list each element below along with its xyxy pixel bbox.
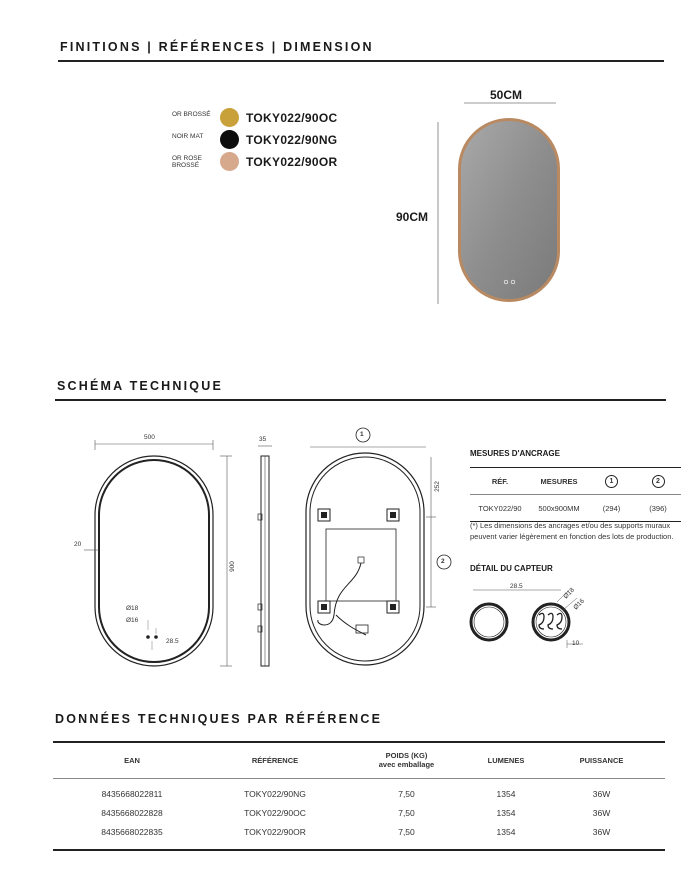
sensor-d18-label: Ø18: [126, 605, 139, 612]
finish-item-or-rose: [172, 152, 352, 174]
schema-section-title: SCHÉMA TECHNIQUE: [57, 379, 223, 393]
cell-ean: 8435668022835: [101, 826, 163, 837]
finishes-section-title: FINITIONS | RÉFÉRENCES | DIMENSION: [60, 40, 374, 54]
cell-weight: 7,50: [398, 826, 415, 837]
cell-weight: 7,50: [398, 807, 415, 818]
technical-data-table: [53, 741, 665, 851]
cell-ref: TOKY022/90NG: [244, 788, 306, 799]
divider: [58, 60, 664, 62]
swatch-black: [220, 130, 239, 149]
back-top-offset-label: 252: [433, 481, 441, 492]
height-dimension-label: 90CM: [396, 210, 429, 224]
finish-label: NOIR MAT: [172, 133, 204, 140]
sensor-title: DÉTAIL DU CAPTEUR: [470, 564, 553, 573]
anchor-header-ref: RÉF.: [491, 476, 509, 486]
header-weight: [339, 742, 474, 778]
sensor-offset-label: 28.5: [166, 638, 179, 645]
front-width-label: 500: [144, 434, 155, 441]
cell-power: 36W: [592, 807, 611, 818]
header-weight-line1: POIDS (KG): [385, 751, 428, 761]
sensor-10-label: 10: [572, 640, 580, 647]
sensor-width-label: 28.5: [510, 583, 523, 590]
cell-lumens: 1354: [496, 807, 516, 818]
data-section-title: DONNÉES TECHNIQUES PAR RÉFÉRENCE: [55, 712, 383, 726]
table-row: [53, 803, 665, 823]
finish-ref: TOKY022/90NG: [246, 133, 338, 147]
mirror-product-illustration: [430, 98, 570, 308]
header-reference: RÉFÉRENCE: [251, 755, 299, 765]
anchor-table-header: [470, 468, 681, 495]
anchor-table-row: [470, 495, 681, 522]
cell-ref: TOKY022/90OC: [244, 807, 306, 818]
side-view-drawing: [250, 440, 280, 670]
finish-item-or-brosse: [172, 108, 352, 130]
header-ean: EAN: [124, 755, 140, 765]
anchor-row-v1: (294): [602, 503, 621, 513]
front-border-label: 20: [74, 541, 82, 548]
anchor-row-v2: (396): [649, 503, 667, 513]
table-row: [53, 778, 665, 803]
anchor-header-c2: 2: [652, 475, 665, 488]
header-lumens: LUMENES: [487, 755, 525, 765]
divider: [55, 399, 666, 401]
back-marker-1: 1: [360, 431, 364, 438]
cell-ean: 8435668022828: [101, 807, 163, 818]
cell-lumens: 1354: [496, 788, 516, 799]
header-weight-line2: avec emballage: [378, 760, 435, 770]
back-marker-2: 2: [441, 558, 445, 565]
anchor-note: (*) Les dimensions des ancrages et/ou des supports muraux peuvent varier légèrement en fonction des lots de production.: [470, 521, 674, 541]
back-view-drawing: [296, 425, 456, 675]
anchor-header-c1: 1: [605, 475, 618, 488]
width-dimension-label: 50CM: [490, 88, 523, 102]
finish-item-noir-mat: [172, 130, 352, 152]
front-height-label: 900: [228, 561, 236, 572]
sensor-d16-label: Ø16: [572, 597, 586, 612]
anchor-table: [470, 467, 681, 522]
finish-label: OR BROSSÉ: [172, 111, 211, 118]
side-depth-label: 35: [259, 436, 267, 443]
finish-ref: TOKY022/90OR: [246, 155, 338, 169]
front-view-drawing: [70, 430, 240, 675]
cell-power: 36W: [592, 826, 611, 837]
anchor-row-ref: TOKY022/90: [478, 503, 522, 513]
cell-ean: 8435668022811: [101, 788, 163, 799]
table-row: [53, 823, 665, 850]
finish-ref: TOKY022/90OC: [246, 111, 338, 125]
swatch-rose-gold: [220, 152, 239, 171]
swatch-gold: [220, 108, 239, 127]
header-power: PUISSANCE: [579, 755, 624, 765]
data-table-header: [53, 742, 665, 778]
cell-power: 36W: [592, 788, 611, 799]
cell-ref: TOKY022/90OR: [244, 826, 306, 837]
cell-lumens: 1354: [496, 826, 516, 837]
anchor-title: MESURES D'ANCRAGE: [470, 449, 560, 458]
finish-label: OR ROSE BROSSÉ: [172, 155, 202, 169]
sensor-d16-label: Ø16: [126, 617, 139, 624]
cell-weight: 7,50: [398, 788, 415, 799]
anchor-row-mesures: 500x900MM: [538, 503, 580, 513]
anchor-header-mesures: MESURES: [540, 476, 578, 486]
sensor-d18-label: Ø18: [562, 586, 576, 601]
